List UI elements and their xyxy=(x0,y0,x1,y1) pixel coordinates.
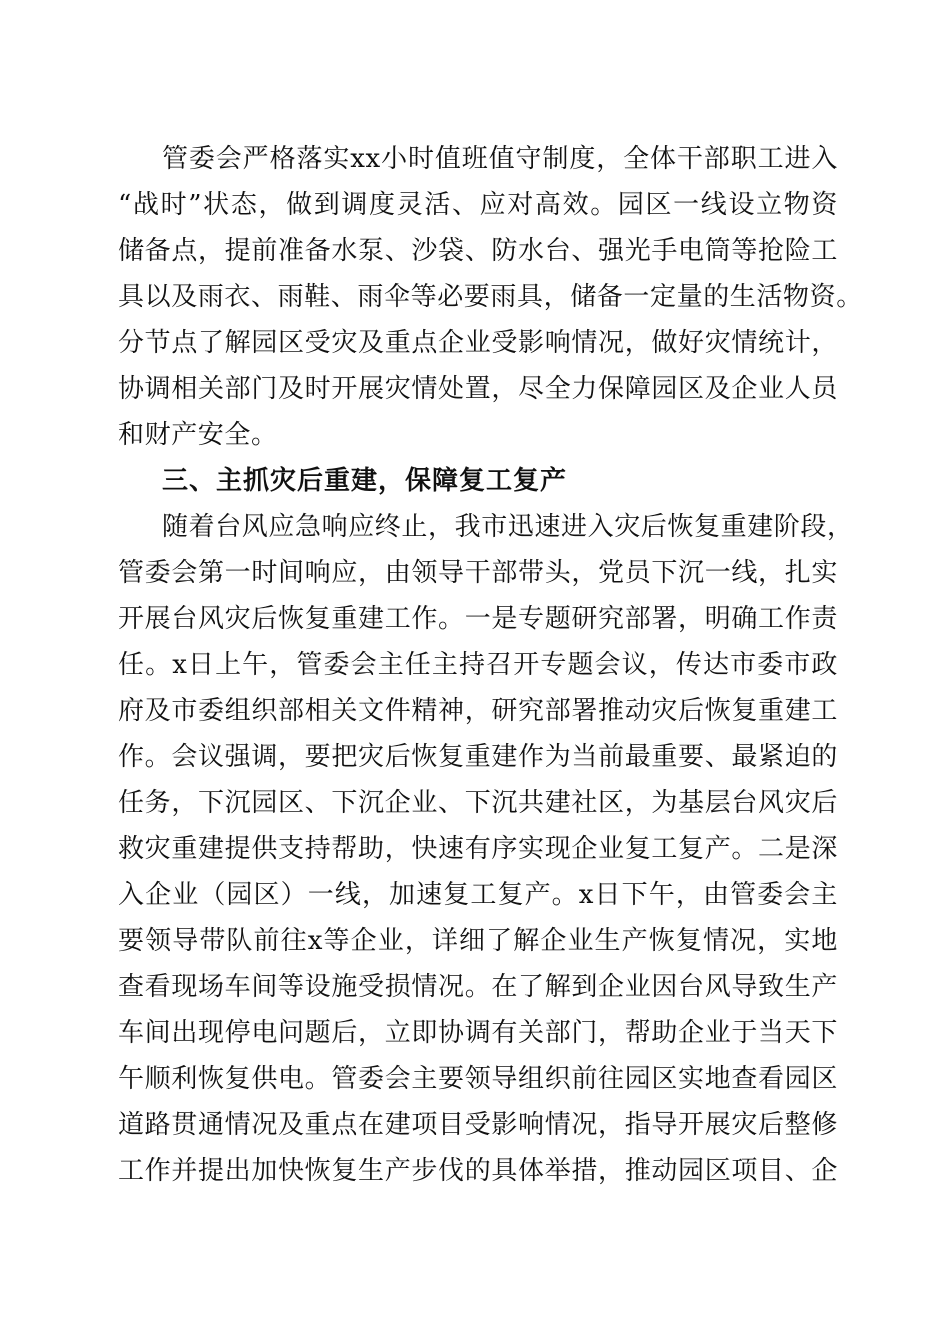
paragraph-line: 作。会议强调，要把灾后恢复重建作为当前最重要、最紧迫的 xyxy=(118,742,838,772)
paragraph-line: 府及市委组织部相关文件精神，研究部署推动灾后恢复重建工 xyxy=(118,696,838,726)
paragraph-line: 协调相关部门及时开展灾情处置，尽全力保障园区及企业人员 xyxy=(118,374,838,404)
paragraph-line: 救灾重建提供支持帮助，快速有序实现企业复工复产。二是深 xyxy=(118,834,838,864)
paragraph-line: 具以及雨衣、雨鞋、雨伞等必要雨具，储备一定量的生活物资。 xyxy=(118,282,863,312)
paragraph-line: 开展台风灾后恢复重建工作。一是专题研究部署，明确工作责 xyxy=(118,604,838,634)
paragraph-line: 任。x日上午，管委会主任主持召开专题会议，传达市委市政 xyxy=(118,650,838,680)
paragraph-line: 和财产安全。 xyxy=(118,420,278,450)
paragraph-line: 道路贯通情况及重点在建项目受影响情况，指导开展灾后整修 xyxy=(118,1110,838,1140)
paragraph-line: 任务，下沉园区、下沉企业、下沉共建社区，为基层台风灾后 xyxy=(118,788,838,818)
paragraph-line: 管委会严格落实xx小时值班值守制度，全体干部职工进入 xyxy=(162,144,838,174)
paragraph-line: 午顺利恢复供电。管委会主要领导组织前往园区实地查看园区 xyxy=(118,1064,838,1094)
paragraph-line: 分节点了解园区受灾及重点企业受影响情况，做好灾情统计， xyxy=(118,328,838,358)
paragraph-line: 查看现场车间等设施受损情况。在了解到企业因台风导致生产 xyxy=(118,972,838,1002)
paragraph-line: 储备点，提前准备水泵、沙袋、防水台、强光手电筒等抢险工 xyxy=(118,236,838,266)
section-heading: 三、主抓灾后重建，保障复工复产 xyxy=(162,466,568,496)
paragraph-line: 要领导带队前往x等企业，详细了解企业生产恢复情况，实地 xyxy=(118,926,838,956)
paragraph-line: “战时”状态，做到调度灵活、应对高效。园区一线设立物资 xyxy=(118,190,838,220)
paragraph-line: 车间出现停电问题后，立即协调有关部门，帮助企业于当天下 xyxy=(118,1018,838,1048)
paragraph-line: 工作并提出加快恢复生产步伐的具体举措，推动园区项目、企 xyxy=(118,1156,838,1186)
paragraph-line: 管委会第一时间响应，由领导干部带头，党员下沉一线，扎实 xyxy=(118,558,838,588)
paragraph-line: 随着台风应急响应终止，我市迅速进入灾后恢复重建阶段， xyxy=(162,512,854,542)
paragraph-line: 入企业（园区）一线，加速复工复产。x日下午，由管委会主 xyxy=(118,880,838,910)
